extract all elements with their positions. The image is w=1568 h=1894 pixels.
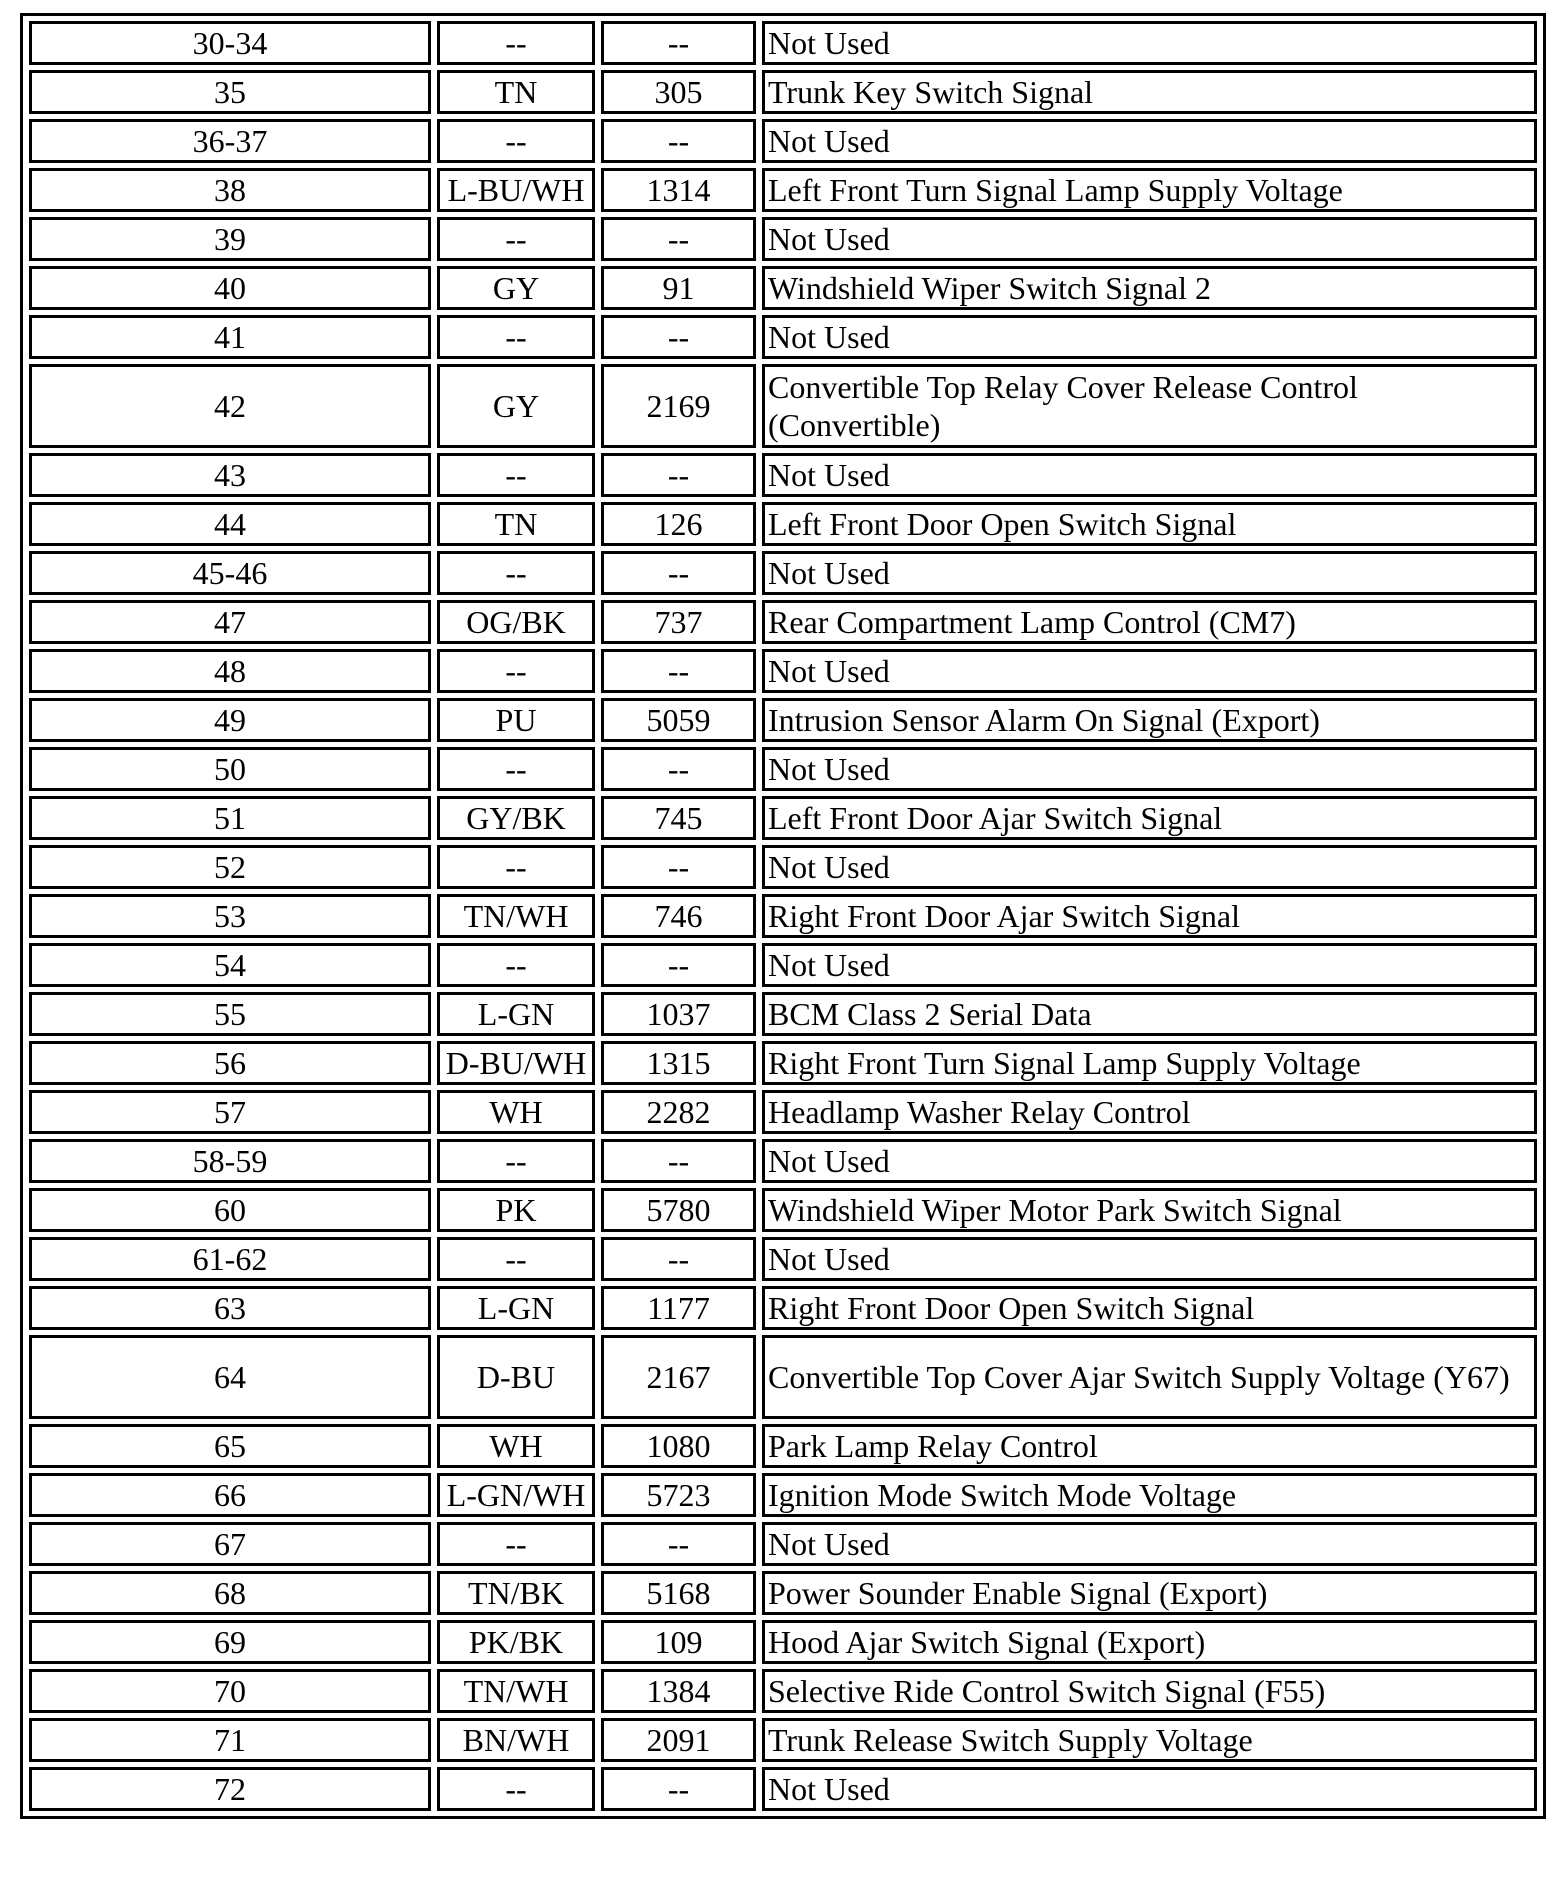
- wire-color-cell: GY: [437, 266, 595, 310]
- circuit-number-cell: --: [601, 1522, 756, 1566]
- table-row: [29, 1669, 1537, 1713]
- wire-color-cell: TN/WH: [437, 1669, 595, 1713]
- pin-number-cell: 51: [29, 796, 431, 840]
- table-row: [29, 364, 1537, 448]
- table-row: [29, 894, 1537, 938]
- pin-function-cell: Not Used: [762, 315, 1537, 359]
- pin-number-cell: 65: [29, 1424, 431, 1468]
- pinout-table-body: [29, 21, 1537, 1811]
- pin-function-cell: Convertible Top Cover Ajar Switch Supply Voltage (Y67): [762, 1335, 1537, 1419]
- wire-color-cell: --: [437, 1767, 595, 1811]
- circuit-number-cell: 5168: [601, 1571, 756, 1615]
- pin-number-cell: 43: [29, 453, 431, 497]
- circuit-number-cell: --: [601, 1237, 756, 1281]
- table-row: [29, 1041, 1537, 1085]
- table-row: [29, 698, 1537, 742]
- circuit-number-cell: 2091: [601, 1718, 756, 1762]
- pin-number-cell: 50: [29, 747, 431, 791]
- circuit-number-cell: --: [601, 1139, 756, 1183]
- pin-number-cell: 70: [29, 1669, 431, 1713]
- pin-function-cell: Windshield Wiper Motor Park Switch Signal: [762, 1188, 1537, 1232]
- circuit-number-cell: 109: [601, 1620, 756, 1664]
- pin-number-cell: 67: [29, 1522, 431, 1566]
- circuit-number-cell: 746: [601, 894, 756, 938]
- table-row: [29, 1473, 1537, 1517]
- circuit-number-cell: 126: [601, 502, 756, 546]
- pin-function-cell: Right Front Door Open Switch Signal: [762, 1286, 1537, 1330]
- pin-function-cell: Right Front Turn Signal Lamp Supply Voltage: [762, 1041, 1537, 1085]
- table-row: [29, 1424, 1537, 1468]
- wire-color-cell: TN: [437, 502, 595, 546]
- pin-number-cell: 35: [29, 70, 431, 114]
- circuit-number-cell: 5059: [601, 698, 756, 742]
- circuit-number-cell: 745: [601, 796, 756, 840]
- circuit-number-cell: 5780: [601, 1188, 756, 1232]
- pin-function-cell: Left Front Door Open Switch Signal: [762, 502, 1537, 546]
- table-row: [29, 1286, 1537, 1330]
- pin-number-cell: 64: [29, 1335, 431, 1419]
- wire-color-cell: L-BU/WH: [437, 168, 595, 212]
- table-row: [29, 168, 1537, 212]
- pin-number-cell: 41: [29, 315, 431, 359]
- circuit-number-cell: 1314: [601, 168, 756, 212]
- circuit-number-cell: 1037: [601, 992, 756, 1036]
- pin-number-cell: 52: [29, 845, 431, 889]
- pin-function-cell: Hood Ajar Switch Signal (Export): [762, 1620, 1537, 1664]
- pin-function-cell: Not Used: [762, 1767, 1537, 1811]
- pin-number-cell: 71: [29, 1718, 431, 1762]
- circuit-number-cell: 91: [601, 266, 756, 310]
- wire-color-cell: GY: [437, 364, 595, 448]
- circuit-number-cell: 2169: [601, 364, 756, 448]
- pin-function-cell: Not Used: [762, 551, 1537, 595]
- circuit-number-cell: --: [601, 21, 756, 65]
- wire-color-cell: L-GN: [437, 992, 595, 1036]
- pin-function-cell: Windshield Wiper Switch Signal 2: [762, 266, 1537, 310]
- wire-color-cell: --: [437, 453, 595, 497]
- table-row: [29, 119, 1537, 163]
- wire-color-cell: TN/WH: [437, 894, 595, 938]
- pin-function-cell: Not Used: [762, 217, 1537, 261]
- wire-color-cell: D-BU/WH: [437, 1041, 595, 1085]
- table-row: [29, 1522, 1537, 1566]
- circuit-number-cell: 1080: [601, 1424, 756, 1468]
- pin-function-cell: Rear Compartment Lamp Control (CM7): [762, 600, 1537, 644]
- table-row: [29, 315, 1537, 359]
- table-row: [29, 453, 1537, 497]
- wire-color-cell: --: [437, 119, 595, 163]
- table-row: [29, 1139, 1537, 1183]
- pin-number-cell: 39: [29, 217, 431, 261]
- pin-number-cell: 47: [29, 600, 431, 644]
- wire-color-cell: --: [437, 845, 595, 889]
- pin-number-cell: 45-46: [29, 551, 431, 595]
- wire-color-cell: --: [437, 1139, 595, 1183]
- table-row: [29, 1767, 1537, 1811]
- wire-color-cell: GY/BK: [437, 796, 595, 840]
- pin-number-cell: 58-59: [29, 1139, 431, 1183]
- table-row: [29, 551, 1537, 595]
- circuit-number-cell: --: [601, 217, 756, 261]
- pin-function-cell: Not Used: [762, 845, 1537, 889]
- table-row: [29, 600, 1537, 644]
- pin-function-cell: Ignition Mode Switch Mode Voltage: [762, 1473, 1537, 1517]
- pin-number-cell: 56: [29, 1041, 431, 1085]
- circuit-number-cell: --: [601, 551, 756, 595]
- pin-function-cell: Not Used: [762, 453, 1537, 497]
- table-row: [29, 747, 1537, 791]
- pin-number-cell: 44: [29, 502, 431, 546]
- connector-pinout-table: [20, 13, 1546, 1819]
- pin-function-cell: Convertible Top Relay Cover Release Control (Convertible): [762, 364, 1537, 448]
- table-row: [29, 1090, 1537, 1134]
- table-row: [29, 1237, 1537, 1281]
- table-row: [29, 1718, 1537, 1762]
- pin-number-cell: 66: [29, 1473, 431, 1517]
- wire-color-cell: PK/BK: [437, 1620, 595, 1664]
- pin-number-cell: 53: [29, 894, 431, 938]
- table-row: [29, 943, 1537, 987]
- circuit-number-cell: 737: [601, 600, 756, 644]
- pin-number-cell: 69: [29, 1620, 431, 1664]
- pin-function-cell: Not Used: [762, 21, 1537, 65]
- wire-color-cell: L-GN/WH: [437, 1473, 595, 1517]
- wire-color-cell: --: [437, 21, 595, 65]
- circuit-number-cell: --: [601, 1767, 756, 1811]
- circuit-number-cell: 2167: [601, 1335, 756, 1419]
- pin-function-cell: BCM Class 2 Serial Data: [762, 992, 1537, 1036]
- pin-function-cell: Park Lamp Relay Control: [762, 1424, 1537, 1468]
- table-row: [29, 1188, 1537, 1232]
- pin-function-cell: Trunk Key Switch Signal: [762, 70, 1537, 114]
- wire-color-cell: L-GN: [437, 1286, 595, 1330]
- pin-function-cell: Not Used: [762, 1237, 1537, 1281]
- wire-color-cell: --: [437, 747, 595, 791]
- table-row: [29, 502, 1537, 546]
- circuit-number-cell: --: [601, 747, 756, 791]
- pin-function-cell: Power Sounder Enable Signal (Export): [762, 1571, 1537, 1615]
- table-row: [29, 649, 1537, 693]
- table-row: [29, 845, 1537, 889]
- pin-function-cell: Left Front Turn Signal Lamp Supply Voltage: [762, 168, 1537, 212]
- pin-number-cell: 42: [29, 364, 431, 448]
- circuit-number-cell: 1177: [601, 1286, 756, 1330]
- pin-function-cell: Intrusion Sensor Alarm On Signal (Export): [762, 698, 1537, 742]
- pin-number-cell: 68: [29, 1571, 431, 1615]
- wire-color-cell: --: [437, 551, 595, 595]
- wire-color-cell: BN/WH: [437, 1718, 595, 1762]
- table-row: [29, 266, 1537, 310]
- wire-color-cell: --: [437, 315, 595, 359]
- wire-color-cell: WH: [437, 1424, 595, 1468]
- pin-number-cell: 48: [29, 649, 431, 693]
- wire-color-cell: PU: [437, 698, 595, 742]
- circuit-number-cell: --: [601, 119, 756, 163]
- table-row: [29, 21, 1537, 65]
- pin-number-cell: 30-34: [29, 21, 431, 65]
- circuit-number-cell: 305: [601, 70, 756, 114]
- pin-function-cell: Right Front Door Ajar Switch Signal: [762, 894, 1537, 938]
- pin-number-cell: 38: [29, 168, 431, 212]
- pin-function-cell: Not Used: [762, 1139, 1537, 1183]
- circuit-number-cell: --: [601, 315, 756, 359]
- pin-number-cell: 55: [29, 992, 431, 1036]
- pin-number-cell: 57: [29, 1090, 431, 1134]
- pin-number-cell: 60: [29, 1188, 431, 1232]
- circuit-number-cell: 1315: [601, 1041, 756, 1085]
- table-row: [29, 796, 1537, 840]
- circuit-number-cell: 5723: [601, 1473, 756, 1517]
- wire-color-cell: TN/BK: [437, 1571, 595, 1615]
- wire-color-cell: WH: [437, 1090, 595, 1134]
- table-row: [29, 1335, 1537, 1419]
- circuit-number-cell: --: [601, 943, 756, 987]
- circuit-number-cell: --: [601, 649, 756, 693]
- pin-number-cell: 72: [29, 1767, 431, 1811]
- pin-number-cell: 61-62: [29, 1237, 431, 1281]
- pin-number-cell: 40: [29, 266, 431, 310]
- pin-function-cell: Left Front Door Ajar Switch Signal: [762, 796, 1537, 840]
- wire-color-cell: --: [437, 1237, 595, 1281]
- wire-color-cell: OG/BK: [437, 600, 595, 644]
- circuit-number-cell: 2282: [601, 1090, 756, 1134]
- pin-function-cell: Not Used: [762, 1522, 1537, 1566]
- pin-number-cell: 63: [29, 1286, 431, 1330]
- circuit-number-cell: --: [601, 845, 756, 889]
- wire-color-cell: --: [437, 1522, 595, 1566]
- table-row: [29, 70, 1537, 114]
- table-row: [29, 1571, 1537, 1615]
- circuit-number-cell: 1384: [601, 1669, 756, 1713]
- circuit-number-cell: --: [601, 453, 756, 497]
- wire-color-cell: --: [437, 217, 595, 261]
- table-row: [29, 1620, 1537, 1664]
- pin-function-cell: Trunk Release Switch Supply Voltage: [762, 1718, 1537, 1762]
- table-row: [29, 992, 1537, 1036]
- pin-number-cell: 49: [29, 698, 431, 742]
- wire-color-cell: PK: [437, 1188, 595, 1232]
- wire-color-cell: TN: [437, 70, 595, 114]
- wire-color-cell: --: [437, 943, 595, 987]
- wire-color-cell: --: [437, 649, 595, 693]
- pin-function-cell: Not Used: [762, 747, 1537, 791]
- pin-number-cell: 36-37: [29, 119, 431, 163]
- pin-function-cell: Not Used: [762, 649, 1537, 693]
- wire-color-cell: D-BU: [437, 1335, 595, 1419]
- pin-number-cell: 54: [29, 943, 431, 987]
- pin-function-cell: Selective Ride Control Switch Signal (F55): [762, 1669, 1537, 1713]
- pin-function-cell: Not Used: [762, 943, 1537, 987]
- pin-function-cell: Not Used: [762, 119, 1537, 163]
- pin-function-cell: Headlamp Washer Relay Control: [762, 1090, 1537, 1134]
- table-row: [29, 217, 1537, 261]
